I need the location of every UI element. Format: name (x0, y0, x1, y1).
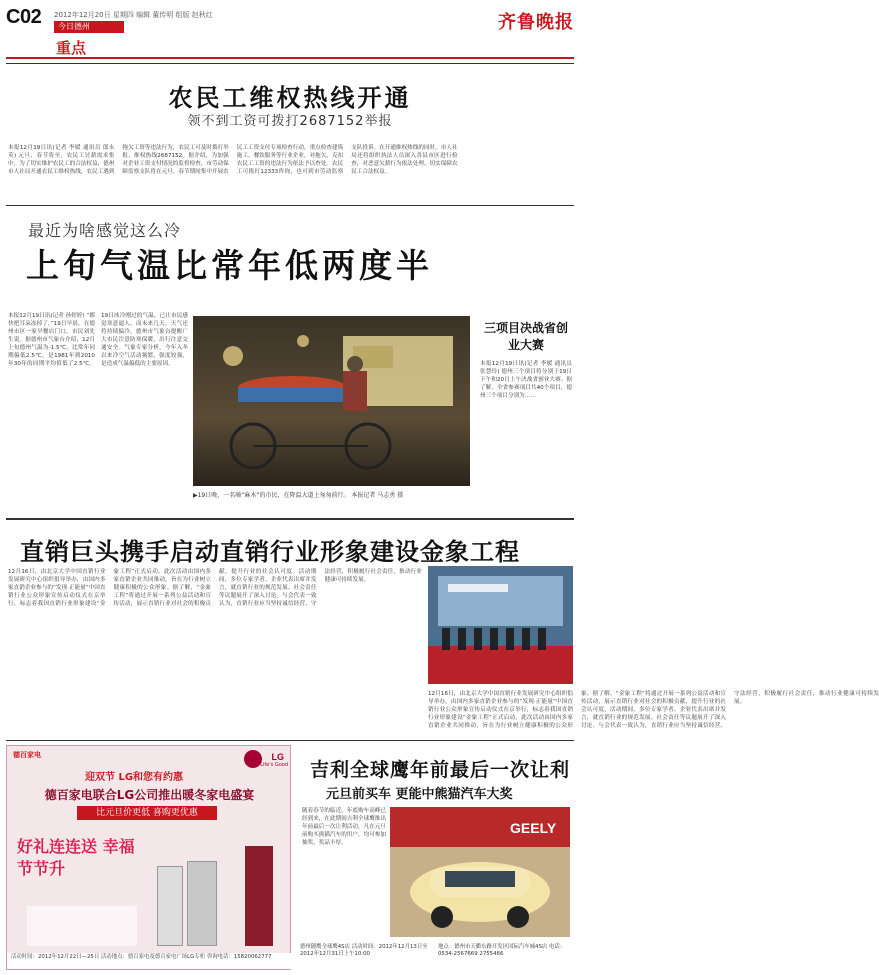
geely-brand: GEELY (510, 820, 557, 836)
event-photo (428, 566, 573, 684)
divider (6, 63, 574, 64)
section-bar: 今日德州 (54, 21, 124, 33)
headline: 直销巨头携手启动直销行业形象建设金象工程 (20, 538, 520, 566)
article-body: 12月16日，由北京大学中国直销行业发展研究中心组织倡导举办，由国内多家直销企业参与的“发现·正能量”中国直销行业公众形象宣传启动仪式在京举行，标志着我国直销行业形象建设“金象工程”正式启动。此次活动由国内多家直销企业共同推动，旨在为行业树立健康积极的公众形象。据了解，“金象工程”将通过开展一系列公益活动和宣传活动，展示直销行业对社会的积极贡献，提升行业的社会认可度。活动期间，多位专家学者、企业代表出席并发言，就直销行业的规范发展、社会责任等议题展开了深入讨论。与会代表一致认为，直销行业应当坚持诚信经营、守法经营，积极履行社会责任，推动行业健康可持续发展。 (8, 569, 422, 607)
headline: 上旬气温比常年低两度半 (26, 246, 433, 285)
divider (6, 740, 574, 741)
divider (6, 518, 574, 520)
section-title: 重点 (56, 39, 87, 57)
header-rule (6, 57, 574, 59)
article-body: 本报12月19日讯(记者 孙婷婷) “都快把耳朵冻掉了，”19日早晨，在德州市区一家早餐店门口，市民刘先生说。据德州市气象台介绍，12月上旬德州气温为-1.5℃，比常年同期偏低2.5℃，是1981年到2010年30年的同期平均值低了2.5℃。19日冰冷刚过的气温，已让市民感觉寒意逼人，而未来几天，天气还将持续偏冷，德州市气象台提醒广大市民注意防寒保暖，出行注意交通安全。气象专家分析，今年入冬以来冷空气活动频繁，强度较强，是造成气温偏低的主要原因。 (8, 313, 188, 367)
ad-subline: 元旦前买车 更能中熊猫汽车大奖 (326, 787, 513, 802)
lg-advertisement[interactable] (6, 745, 291, 970)
photo-caption: ▶19日晚，一名骑“麻木”的市民，在降温大道上匆匆前行。 本报记者 马志勇 摄 (193, 492, 404, 499)
ad-headline: 吉利全球鹰年前最后一次让利 (310, 759, 571, 781)
fridge-image (187, 861, 217, 946)
lg-brand: LG (271, 752, 284, 762)
side-headline: 三项目决战省创业大赛 (483, 321, 568, 352)
car-photo (390, 807, 570, 937)
ad-subline: 比元旦价更低 喜购更优惠 (77, 806, 217, 820)
panda-car-image (390, 807, 570, 937)
footer-right: 地点：德州市天衢东路开发区国际汽车城4S店 电话：0534-2567669 2755466 (438, 944, 566, 957)
ad-body: 随着春节的临近，年底购车高峰已经到来，在此期间吉利全球鹰推出年前最后一次让利活动，凡在元旦前购买熊猫汽车的用户，均可参加抽奖，奖品丰厚。 (302, 808, 386, 846)
news-photo (193, 316, 470, 486)
issue-info: 2012年12月20日 星期四 编辑 董传明 组版 赵秋红 (54, 11, 213, 19)
cyclist-photo (193, 316, 470, 486)
ad-products (27, 906, 137, 946)
stage-photo (428, 566, 573, 684)
divider (6, 205, 574, 206)
article-body-continued: 12月16日，由北京大学中国直销行业发展研究中心组织倡导举办，由国内多家直销企业参与的“发现·正能量”中国直销行业公众形象宣传启动仪式在京举行，标志着我国直销行业形象建设“金象工程”正式启动。此次活动由国内多家直销企业共同推动，旨在为行业树立健康积极的公众形象。据了解，“金象工程”将通过开展一系列公益活动和宣传活动，展示直销行业对社会的积极贡献，提升行业的社会认可度。活动期间，多位专家学者、企业代表出席并发言，就直销行业的规范发展、社会责任等议题展开了深入讨论。与会代表一致认为，直销行业应当坚持诚信经营、守法经营，积极履行社会责任，推动行业健康可持续发展。 (428, 691, 879, 729)
ad-footer: 活动时间：2012年12月22日—25日 活动地点：德百家电及德百家电广场LG专柜 咨询电话：15820062777 (7, 953, 292, 969)
geely-advertisement[interactable] (296, 745, 574, 970)
fridge-image (157, 866, 183, 946)
ad-slogan: 迎双节 LG和您有约惠 (85, 772, 184, 783)
side-article-body: 本报12月19日讯(记者 李媛 通讯员 张慧玲) 德州三个项目将分别于19日下午和20日上午决战省创业大赛。据了解，全省参赛项目共40个项目，德州三个项目分别为…… (480, 361, 572, 399)
newspaper-brand: 齐鲁晚报 (498, 12, 574, 33)
subheadline: 领不到工资可拨打2687152举报 (187, 114, 393, 129)
kicker: 最近为啥感觉这么冷 (28, 221, 182, 240)
headline: 农民工维权热线开通 (168, 84, 412, 112)
model-figure (245, 846, 273, 946)
ad-headline: 德百家电联合LG公司推出暖冬家电盛宴 (44, 788, 255, 802)
ad-footer (296, 942, 574, 970)
ad-badge: 好礼连连送 幸福节节升 (17, 837, 135, 878)
footer-left: 德州随鹰全球鹰4S店 活动时间：2012年12月13日至2012年12月31日上午10:00 (300, 944, 428, 957)
lg-tagline: Life's Good (260, 762, 288, 768)
page-number: C02 (6, 6, 42, 28)
page-header (6, 4, 574, 56)
ad-logo: 德百家电 (13, 751, 41, 759)
article-body: 本报12月19日讯(记者 李媛 通讯员 郎永英) 元旦、春节将至，农民工讨薪需求集中，为了切实维护农民工的合法权益，德州市人社局开通农民工维权热线，农民工遇到拖欠工资等违法行为，农民工可及时拨打举报，维权热线2687152。据介绍，为加强对企业工资支付情况的监督检查，市劳动保障监察支队将在元旦、春节期间集中开展农民工工资支付专项检查行动，重点检查建筑施工、餐饮服务等行业企业，对拖欠、克扣农民工工资的违法行为依法予以查处。农民工可拨打12333咨询，也可到市劳动监察支队投诉。在开通维权热线的同时，市人社局还将组织执法人员深入各县市区进行检查，对恶意欠薪行为依法处理，切实保障农民工合法权益。 (8, 145, 458, 175)
